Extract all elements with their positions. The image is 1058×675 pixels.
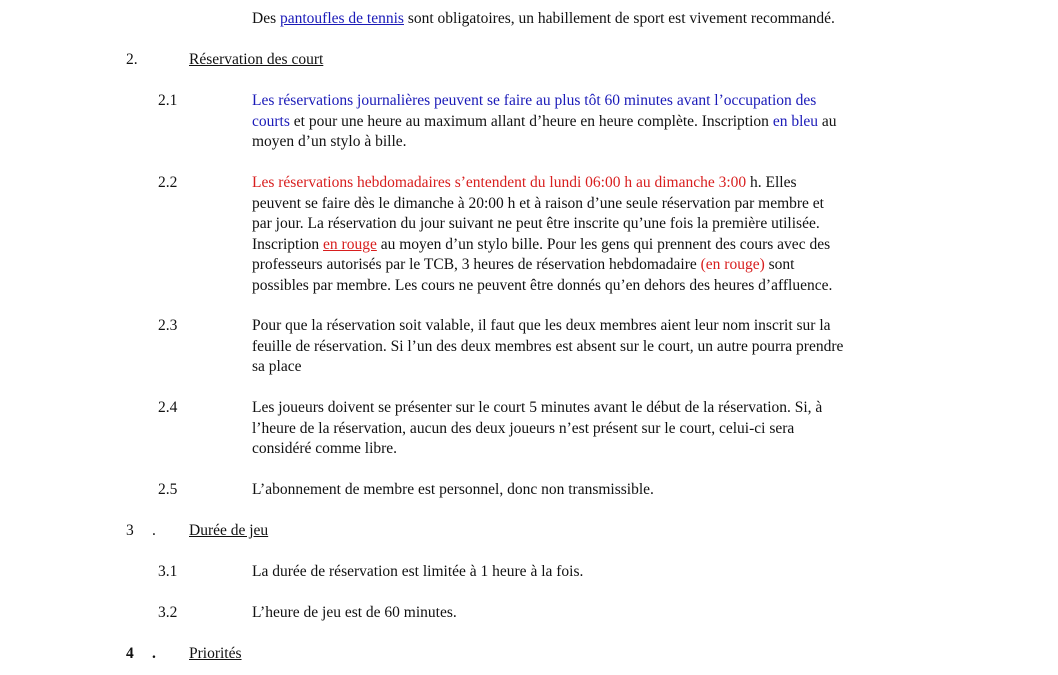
paragraph-line: par jour. La réservation du jour suivant ne peut être inscrite qu’une fois la première utilisée.: [252, 215, 820, 232]
section-3-title: Durée de jeu: [189, 522, 269, 539]
highlight-red: (en rouge): [700, 256, 765, 273]
paragraph-2-1: [252, 91, 837, 153]
intro-text-after: sont obligatoires, un habillement de sport est vivement recommandé.: [403, 10, 835, 27]
in-red-link[interactable]: en rouge: [323, 235, 377, 253]
text-run: et pour une heure au maximum allant d’heure en heure complète. Inscription: [289, 112, 773, 130]
intro-text-before: Des: [252, 10, 280, 27]
paragraph-line: [252, 255, 832, 276]
section-3-number: 3: [126, 522, 134, 539]
paragraph-3-2-number: 3.2: [158, 604, 178, 621]
paragraph-line: [252, 235, 832, 256]
text-run: sont: [764, 256, 795, 273]
section-4-dot: .: [152, 645, 156, 662]
paragraph-line: La durée de réservation est limitée à 1 heure à la fois.: [252, 563, 584, 580]
paragraph-line: L’abonnement de membre est personnel, donc non transmissible.: [252, 481, 654, 498]
paragraph-2-3-number: 2.3: [158, 317, 178, 334]
paragraph-line: possibles par membre. Les cours ne peuvent être donnés qu’en dehors des heures d’affluence.: [252, 276, 833, 294]
text-run: Inscription: [252, 235, 324, 253]
paragraph-3-1: [252, 562, 583, 583]
text-run: au: [818, 112, 837, 130]
paragraph-line: l’heure de la réservation, aucun des deux joueurs n’est présent sur le court, celui-ci sera: [252, 419, 795, 437]
paragraph-line: peuvent se faire dès le dimanche à 20:00 h et à raison d’une seule réservation par membre et: [252, 194, 824, 212]
paragraph-line: Les joueurs doivent se présenter sur le court 5 minutes avant le début de la réservation. Si, à: [252, 399, 823, 416]
highlight-blue: courts: [252, 112, 290, 130]
paragraph-3-2: [252, 603, 457, 624]
section-4-title: Priorités: [189, 645, 242, 662]
paragraph-line: [252, 173, 832, 194]
paragraph-line: sa place: [252, 358, 302, 375]
intro-line: [252, 9, 835, 30]
highlight-red: Les réservations hebdomadaires s’entendent du lundi 06:00 h au dimanche 3:00: [252, 174, 747, 191]
paragraph-line: [252, 112, 837, 133]
highlight-blue: en bleu: [772, 112, 819, 130]
text-run: professeurs autorisés par le TCB, 3 heures de réservation hebdomadaire: [252, 256, 701, 273]
tennis-shoes-link[interactable]: pantoufles de tennis: [279, 10, 404, 27]
paragraph-2-4: [252, 398, 822, 460]
paragraph-2-2-number: 2.2: [158, 174, 178, 191]
paragraph-3-1-number: 3.1: [158, 563, 178, 580]
section-2-title: Réservation des court: [189, 51, 324, 68]
paragraph-line: Pour que la réservation soit valable, il faut que les deux membres aient leur nom inscrit sur la: [252, 317, 831, 334]
paragraph-2-1-number: 2.1: [158, 92, 178, 109]
paragraph-line: L’heure de jeu est de 60 minutes.: [252, 604, 457, 621]
text-run: au moyen d’un stylo bille. Pour les gens qui prennent des cours avec des: [376, 235, 831, 253]
section-2-number: 2.: [126, 51, 138, 68]
paragraph-2-4-number: 2.4: [158, 399, 178, 416]
paragraph-2-3: [252, 316, 843, 378]
section-3-dot: .: [152, 522, 156, 539]
paragraph-2-5: [252, 480, 654, 501]
paragraph-2-2: [252, 173, 832, 296]
paragraph-line: moyen d’un stylo à bille.: [252, 133, 407, 150]
section-4-number: 4: [126, 645, 134, 662]
paragraph-2-5-number: 2.5: [158, 481, 178, 498]
paragraph-line: considéré comme libre.: [252, 440, 398, 457]
paragraph-line: Les réservations journalières peuvent se faire au plus tôt 60 minutes avant l’occupation des: [252, 92, 817, 109]
paragraph-line: feuille de réservation. Si l’un des deux membres est absent sur le court, un autre pourra prendre: [252, 337, 844, 355]
text-run: h. Elles: [746, 174, 797, 191]
